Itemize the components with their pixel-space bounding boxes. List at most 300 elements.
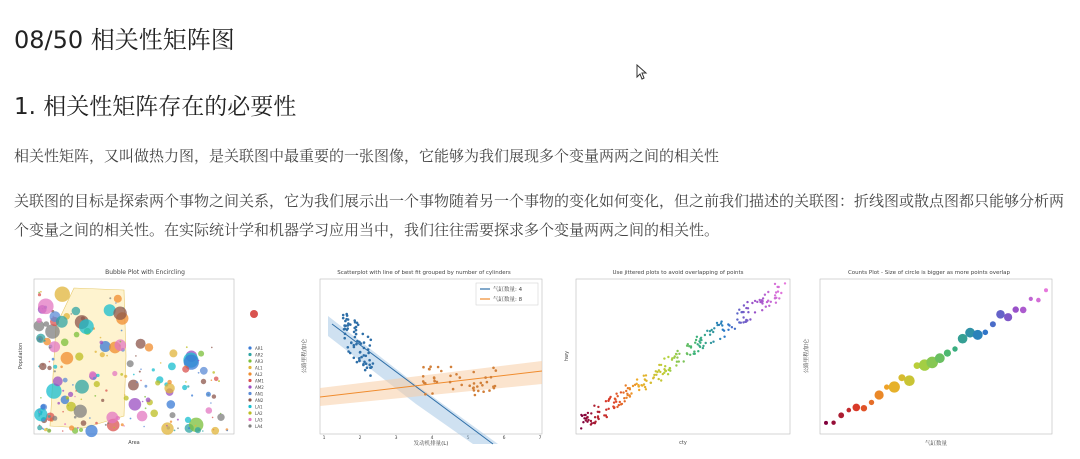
jitter-point bbox=[626, 393, 628, 395]
point-4cyl bbox=[359, 351, 362, 354]
jitter-point bbox=[650, 382, 652, 384]
x-tick-label: 4 bbox=[430, 436, 434, 441]
jitter-point bbox=[594, 421, 596, 423]
bubble-point bbox=[68, 392, 73, 397]
point-4cyl bbox=[367, 348, 370, 351]
point-4cyl bbox=[360, 356, 363, 359]
jitter-point bbox=[613, 401, 615, 403]
jitter-point bbox=[594, 416, 596, 418]
bubble-point bbox=[139, 371, 141, 373]
point-4cyl bbox=[362, 364, 365, 367]
jitter-point bbox=[678, 353, 680, 355]
jitter-point bbox=[776, 286, 778, 288]
jitter-point bbox=[720, 322, 722, 324]
jitter-point bbox=[747, 311, 749, 313]
jitter-point bbox=[645, 374, 647, 376]
bubble-point bbox=[74, 332, 80, 338]
bubble-point bbox=[94, 395, 96, 397]
bubble-point bbox=[185, 381, 187, 383]
point-8cyl bbox=[433, 377, 436, 380]
bubble-point bbox=[185, 365, 187, 367]
point-8cyl bbox=[482, 390, 485, 393]
jitter-point bbox=[775, 302, 777, 304]
bubble-point bbox=[142, 401, 144, 403]
count-bubble bbox=[996, 310, 1005, 319]
bubble-point bbox=[39, 338, 41, 340]
point-8cyl bbox=[440, 370, 443, 373]
legend bbox=[476, 283, 538, 305]
point-4cyl bbox=[364, 369, 367, 372]
jitter-point bbox=[738, 321, 740, 323]
legend-marker bbox=[248, 418, 251, 421]
bubble-point bbox=[140, 368, 142, 370]
jitter-point bbox=[774, 297, 776, 299]
bubble-point bbox=[94, 381, 100, 387]
x-tick-label: 3 bbox=[394, 436, 398, 441]
bubble-point bbox=[167, 380, 171, 384]
bubble-point bbox=[54, 370, 56, 372]
x-tick-label: 1 bbox=[322, 436, 326, 441]
jitter-point bbox=[727, 323, 729, 325]
jitter-point bbox=[634, 384, 636, 386]
bubble-point bbox=[198, 351, 204, 357]
jitter-point bbox=[697, 350, 699, 352]
jitter-point bbox=[660, 379, 662, 381]
count-bubble bbox=[973, 330, 983, 340]
jitter-point bbox=[704, 334, 706, 336]
point-8cyl bbox=[477, 390, 480, 393]
jitter-point bbox=[694, 353, 696, 355]
legend-label: AM2 bbox=[255, 385, 264, 390]
bubble-point bbox=[75, 353, 83, 361]
count-bubble bbox=[1013, 306, 1019, 312]
bubble-point bbox=[191, 394, 193, 396]
legend-marker bbox=[248, 366, 251, 369]
jitter-point bbox=[721, 324, 723, 326]
point-4cyl bbox=[367, 352, 370, 355]
figure-title: Bubble Plot with Encircling bbox=[105, 269, 185, 276]
point-8cyl bbox=[481, 384, 484, 387]
point-4cyl bbox=[344, 320, 347, 323]
bubble-point bbox=[49, 347, 51, 349]
point-8cyl bbox=[459, 376, 462, 379]
figure-jitter-plot bbox=[562, 266, 794, 446]
bubble-point bbox=[47, 429, 51, 433]
legend-label: LA3 bbox=[255, 417, 263, 423]
jitter-point bbox=[751, 302, 753, 304]
legend-label: AL2 bbox=[255, 372, 263, 377]
jitter-point bbox=[644, 378, 646, 380]
bubble-point bbox=[89, 371, 96, 378]
jitter-point bbox=[598, 411, 600, 413]
bubble-point bbox=[198, 372, 200, 374]
jitter-point bbox=[638, 389, 640, 391]
best-fit-svg bbox=[298, 266, 550, 446]
jitter-point bbox=[625, 384, 627, 386]
point-4cyl bbox=[370, 339, 373, 342]
legend-label-8cyl: 气缸数量: 8 bbox=[493, 297, 523, 303]
jitter-point bbox=[711, 329, 713, 331]
point-4cyl bbox=[354, 321, 357, 324]
jitter-point bbox=[756, 301, 758, 303]
legend-marker bbox=[248, 405, 251, 408]
bubble-point bbox=[143, 426, 145, 428]
jitter-point bbox=[709, 334, 711, 336]
jitter-point bbox=[716, 324, 718, 326]
legend-label: AR2 bbox=[255, 352, 264, 358]
jitter-point bbox=[742, 316, 744, 318]
bubble-point bbox=[124, 394, 126, 396]
point-4cyl bbox=[342, 317, 345, 320]
jitter-point bbox=[597, 415, 599, 417]
jitter-point bbox=[587, 412, 589, 414]
jitter-point bbox=[615, 401, 617, 403]
bubble-point bbox=[145, 385, 148, 388]
jitter-point bbox=[754, 311, 756, 313]
bubble-point bbox=[169, 349, 177, 357]
bubble-point bbox=[72, 384, 74, 386]
jitter-point bbox=[722, 329, 724, 331]
bubble-point bbox=[201, 379, 206, 384]
point-8cyl bbox=[433, 380, 436, 383]
bubble-point bbox=[40, 411, 43, 414]
jitter-point bbox=[587, 419, 589, 421]
jitter-point bbox=[580, 427, 582, 429]
bubble-point bbox=[100, 337, 102, 339]
x-tick-label: 6 bbox=[502, 436, 506, 441]
jitter-point bbox=[664, 365, 666, 367]
jitter-point bbox=[734, 328, 736, 330]
bubble-point bbox=[130, 418, 132, 420]
point-4cyl bbox=[347, 322, 350, 325]
jitter-point bbox=[778, 297, 780, 299]
point-4cyl bbox=[360, 342, 363, 345]
jitter-point bbox=[705, 342, 707, 344]
x-tick-label: 2 bbox=[358, 436, 362, 441]
bubble-point bbox=[55, 287, 70, 302]
point-8cyl bbox=[436, 381, 439, 384]
count-bubble bbox=[824, 421, 828, 425]
point-8cyl bbox=[490, 376, 493, 379]
count-bubble bbox=[952, 346, 957, 351]
x-axis-label: cty bbox=[679, 440, 687, 446]
bubble-point bbox=[105, 424, 107, 426]
jitter-point bbox=[696, 336, 698, 338]
point-4cyl bbox=[372, 362, 375, 365]
jitter-point bbox=[608, 408, 610, 410]
jitter-point bbox=[768, 305, 770, 307]
point-8cyl bbox=[486, 381, 489, 384]
jitter-point bbox=[629, 395, 631, 397]
bubble-point bbox=[41, 404, 46, 409]
point-4cyl bbox=[343, 324, 346, 327]
jitter-point bbox=[676, 356, 678, 358]
bubble-point bbox=[44, 428, 47, 431]
jitter-point bbox=[660, 364, 662, 366]
point-8cyl bbox=[472, 371, 475, 374]
jitter-point bbox=[765, 306, 767, 308]
jitter-point bbox=[645, 388, 647, 390]
bubble-point bbox=[61, 339, 69, 347]
jitter-point bbox=[746, 301, 748, 303]
legend bbox=[248, 346, 264, 429]
x-tick-label: 7 bbox=[538, 436, 542, 441]
legend-label: LA4 bbox=[255, 424, 263, 429]
count-bubble bbox=[1020, 307, 1027, 314]
y-axis-label: hwy bbox=[564, 350, 570, 362]
jitter-point bbox=[719, 338, 721, 340]
jitter-point bbox=[593, 405, 595, 407]
figure-title: Use jittered plots to avoid overlapping of points bbox=[612, 270, 744, 276]
count-bubble bbox=[838, 412, 844, 418]
bubble-point bbox=[74, 416, 77, 419]
point-8cyl bbox=[473, 382, 476, 385]
figure-title: Counts Plot - Size of circle is bigger as more points overlap bbox=[847, 270, 1011, 276]
legend-label: AM1 bbox=[255, 378, 264, 384]
bubble-point bbox=[212, 371, 215, 374]
x-axis-label: 发动机排量(L) bbox=[413, 441, 449, 446]
legend-marker bbox=[248, 411, 251, 414]
point-8cyl bbox=[450, 366, 453, 369]
bubble-point bbox=[67, 398, 69, 400]
bubble-point bbox=[116, 416, 120, 420]
jitter-point bbox=[731, 326, 733, 328]
point-4cyl bbox=[370, 366, 373, 369]
point-4cyl bbox=[355, 333, 358, 336]
jitter-point bbox=[652, 377, 654, 379]
count-bubble bbox=[869, 400, 874, 405]
outlier-point bbox=[250, 310, 258, 318]
jitter-point bbox=[615, 393, 617, 395]
jitter-point bbox=[630, 392, 632, 394]
jitter-point bbox=[586, 416, 588, 418]
bubble-point bbox=[133, 374, 135, 376]
jitter-point bbox=[609, 396, 611, 398]
point-8cyl bbox=[431, 392, 434, 395]
jitter-point bbox=[583, 417, 585, 419]
bubble-point bbox=[72, 307, 81, 316]
bubble-point bbox=[144, 396, 146, 398]
bubble-point bbox=[195, 425, 197, 427]
count-bubble bbox=[831, 421, 835, 425]
jitter-point bbox=[702, 347, 704, 349]
jitter-point bbox=[632, 385, 634, 387]
bubble-point bbox=[38, 299, 54, 315]
count-bubble bbox=[889, 381, 900, 392]
jitter-point bbox=[619, 401, 621, 403]
bubble-point bbox=[95, 422, 98, 425]
count-bubble bbox=[884, 384, 889, 389]
jitter-point bbox=[637, 385, 639, 387]
jitter-point bbox=[712, 341, 714, 343]
page-title: 08/50 相关性矩阵图 bbox=[14, 26, 235, 54]
bubble-point bbox=[195, 427, 201, 433]
bubble-point bbox=[177, 427, 179, 429]
bubble-point bbox=[124, 396, 129, 401]
bubble-point bbox=[49, 361, 51, 363]
bubble-point bbox=[40, 397, 42, 399]
jitter-point bbox=[702, 345, 704, 347]
y-axis-label: Population bbox=[18, 342, 24, 370]
bubble-point bbox=[62, 430, 64, 432]
point-4cyl bbox=[356, 340, 359, 343]
bubble-point bbox=[211, 379, 213, 381]
point-8cyl bbox=[429, 365, 432, 368]
jitter-point bbox=[606, 416, 608, 418]
bubble-point bbox=[69, 425, 74, 430]
jitter-point bbox=[582, 421, 584, 423]
bubble-point bbox=[62, 411, 64, 413]
x-axis-label: Area bbox=[128, 440, 140, 446]
bubble-point bbox=[63, 378, 68, 383]
count-bubble bbox=[1029, 297, 1033, 301]
count-bubble bbox=[983, 330, 989, 336]
legend-marker bbox=[248, 353, 251, 356]
bubble-point bbox=[166, 425, 168, 427]
count-bubble bbox=[1036, 298, 1041, 303]
x-axis-label: 气缸数量 bbox=[924, 441, 948, 446]
jitter-point bbox=[675, 364, 677, 366]
jitter-point bbox=[663, 368, 665, 370]
bubble-point bbox=[212, 394, 216, 398]
bubble-point bbox=[64, 423, 66, 425]
point-8cyl bbox=[476, 385, 479, 388]
jitter-point bbox=[662, 373, 664, 375]
jitter-point bbox=[624, 400, 626, 402]
jitter-point bbox=[671, 357, 673, 359]
jitter-plot-svg bbox=[562, 266, 794, 446]
count-bubble bbox=[861, 405, 867, 411]
jitter-point bbox=[743, 304, 745, 306]
jitter-point bbox=[694, 342, 696, 344]
jitter-point bbox=[774, 294, 776, 296]
bubble-point bbox=[38, 293, 41, 296]
jitter-point bbox=[742, 321, 744, 323]
bubble-point bbox=[206, 392, 211, 397]
jitter-point bbox=[770, 301, 772, 303]
jitter-point bbox=[636, 378, 638, 380]
jitter-point bbox=[716, 322, 718, 324]
bubble-point bbox=[44, 340, 46, 342]
point-8cyl bbox=[460, 384, 463, 387]
jitter-point bbox=[622, 391, 624, 393]
point-4cyl bbox=[366, 366, 369, 369]
figure-best-fit bbox=[298, 266, 550, 446]
legend-label: AN1 bbox=[255, 391, 264, 397]
bubble-point bbox=[109, 297, 111, 299]
point-4cyl bbox=[368, 359, 371, 362]
bubble-point bbox=[211, 427, 219, 435]
legend-label: LA2 bbox=[255, 411, 263, 416]
jitter-point bbox=[613, 406, 615, 408]
jitter-point bbox=[629, 387, 631, 389]
body-paragraph: 关联图的目标是探索两个事物之间关系，它为我们展示出一个事物随着另一个事物的变化如何变化，但之前我们描述的关联图：折线图或散点图都只能够分析两个变量之间的相关性。在实际统计学和机器学习应用当中，我们往往需要探求多个变量两两之间的相关性。 bbox=[14, 192, 1065, 239]
point-4cyl bbox=[353, 331, 356, 334]
bubble-point bbox=[155, 380, 160, 385]
y-axis-label: 公路里程/加仑 bbox=[302, 338, 308, 374]
jitter-point bbox=[620, 403, 622, 405]
bubble-point bbox=[136, 339, 146, 349]
bubble-point bbox=[40, 291, 42, 293]
point-4cyl bbox=[358, 359, 361, 362]
x-ticks bbox=[323, 435, 542, 441]
point-4cyl bbox=[367, 336, 370, 339]
jitter-point bbox=[653, 374, 655, 376]
bubble-point bbox=[206, 407, 213, 414]
bubble-point bbox=[74, 396, 76, 398]
bubble-point bbox=[226, 430, 228, 432]
jitter-point bbox=[700, 337, 702, 339]
jitter-point bbox=[620, 391, 622, 393]
jitter-point bbox=[605, 400, 607, 402]
legend-marker bbox=[248, 359, 251, 362]
jitter-point bbox=[736, 318, 738, 320]
bubble-point bbox=[101, 399, 104, 402]
legend-marker bbox=[248, 346, 251, 349]
jitter-point bbox=[608, 398, 610, 400]
bubble-point bbox=[53, 376, 63, 386]
legend-label: AR3 bbox=[255, 359, 264, 364]
point-4cyl bbox=[362, 333, 365, 336]
bubble-point bbox=[146, 398, 151, 403]
bubble-point bbox=[75, 380, 89, 394]
legend-label: AR1 bbox=[255, 346, 264, 351]
jitter-point bbox=[590, 423, 592, 425]
legend-marker bbox=[248, 424, 251, 427]
bubble-point bbox=[145, 343, 153, 351]
jitter-point bbox=[584, 414, 586, 416]
jitter-point bbox=[625, 397, 627, 399]
legend-label-4cyl: 气缸数量: 4 bbox=[493, 287, 523, 293]
count-bubble bbox=[904, 375, 915, 386]
bubble-point bbox=[37, 318, 42, 323]
jitter-point bbox=[597, 406, 599, 408]
bubble-point bbox=[107, 423, 109, 425]
bubble-point bbox=[67, 405, 69, 407]
bubble-point bbox=[60, 366, 63, 369]
point-4cyl bbox=[354, 336, 357, 339]
jitter-point bbox=[590, 420, 592, 422]
mouse-cursor-icon bbox=[636, 64, 648, 80]
legend-marker bbox=[248, 372, 251, 375]
point-8cyl bbox=[422, 366, 425, 369]
jitter-point bbox=[658, 369, 660, 371]
jitter-point bbox=[759, 299, 761, 301]
bubble-point bbox=[85, 425, 97, 437]
figure-bubble-plot bbox=[14, 266, 276, 446]
point-8cyl bbox=[449, 381, 452, 384]
jitter-point bbox=[603, 414, 605, 416]
bubble-point bbox=[42, 419, 45, 422]
jitter-point bbox=[774, 283, 776, 285]
jitter-point bbox=[713, 327, 715, 329]
bubble-point bbox=[121, 330, 123, 332]
bubble-point bbox=[129, 398, 142, 411]
bubble-point bbox=[95, 351, 97, 353]
point-8cyl bbox=[455, 373, 458, 376]
bubble-point bbox=[100, 341, 104, 345]
jitter-point bbox=[699, 346, 701, 348]
bubble-point bbox=[43, 428, 45, 430]
bubble-point bbox=[52, 358, 55, 361]
jitter-point bbox=[667, 373, 669, 375]
bubble-point bbox=[135, 355, 137, 357]
jitter-point bbox=[643, 375, 645, 377]
point-4cyl bbox=[365, 362, 368, 365]
bubble-point bbox=[187, 385, 189, 387]
bubble-point bbox=[89, 417, 91, 419]
point-8cyl bbox=[493, 387, 496, 390]
